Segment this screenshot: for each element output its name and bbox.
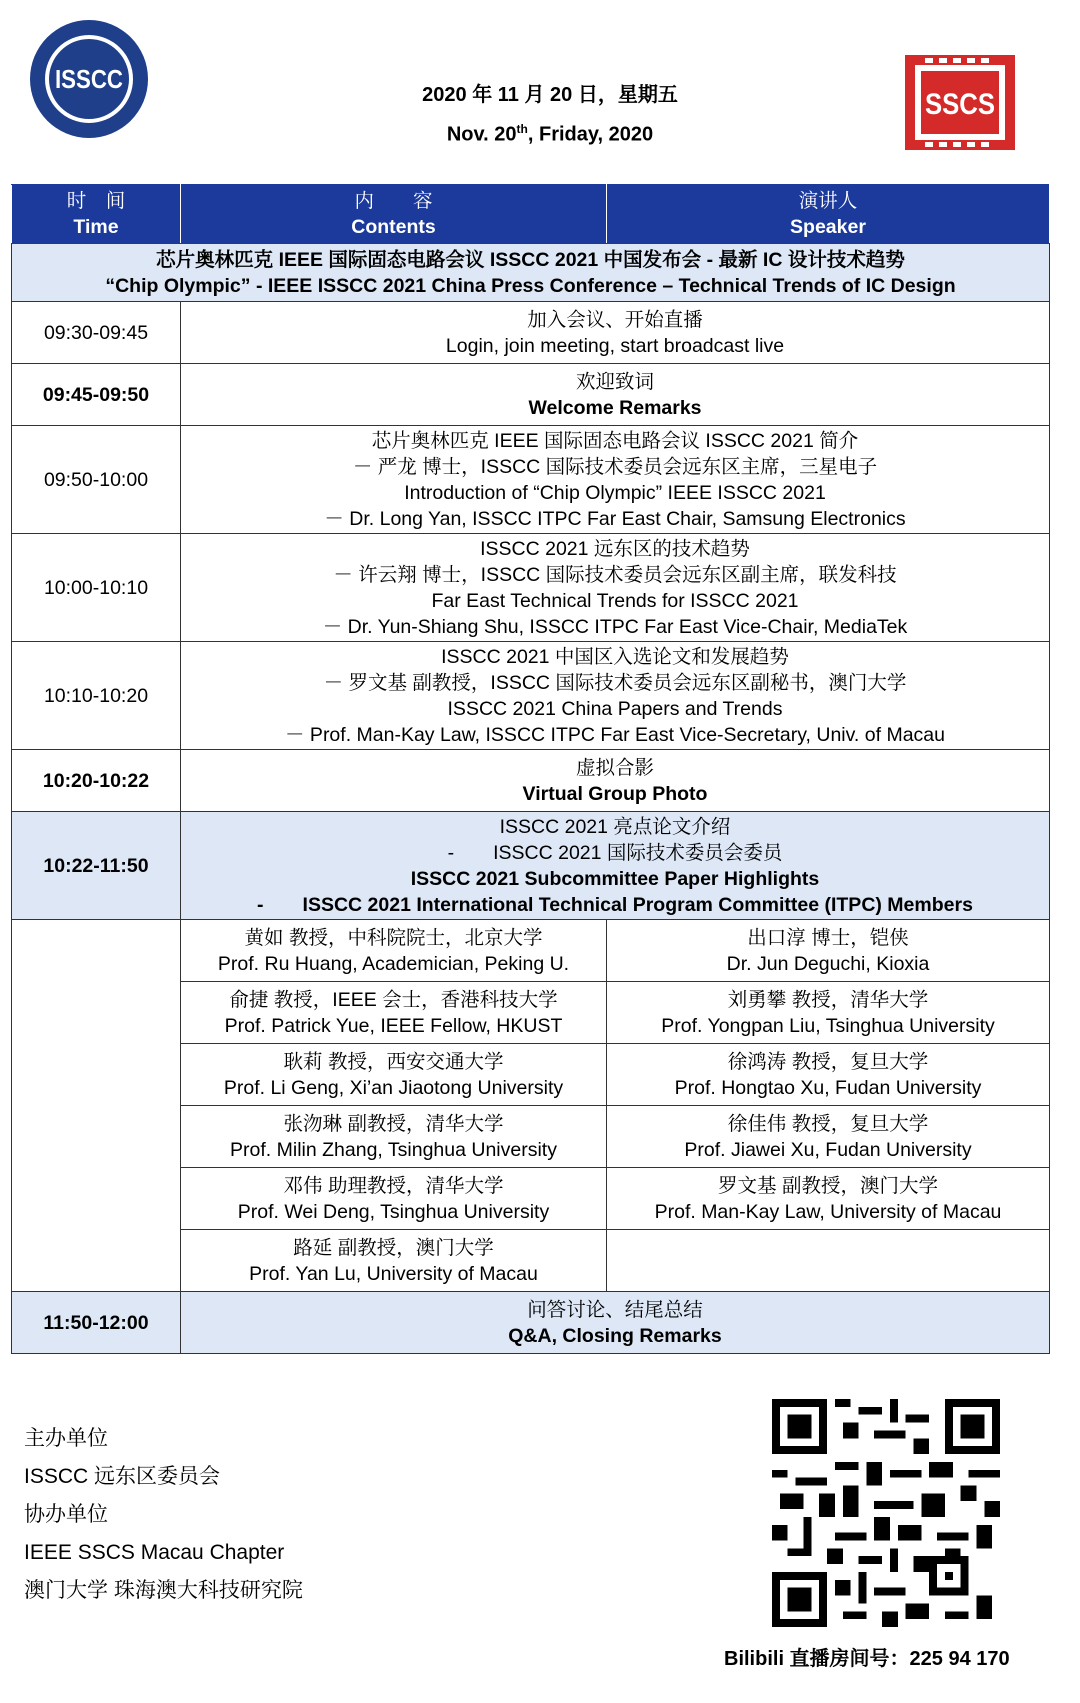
row-content: 欢迎致词 Welcome Remarks bbox=[181, 364, 1050, 426]
date-block bbox=[0, 78, 1080, 152]
row-content: ISSCC 2021 远东区的技术趋势 － 许云翔 博士，ISSCC 国际技术委员会远东区副主席，联发科技 Far East Technical Trends for ISSCC 2021 － Dr. Yun-Shiang Shu, ISSCC ITPC Far East Vice-Chair, MediaTek bbox=[181, 534, 1050, 642]
row-content: 虚拟合影 Virtual Group Photo bbox=[181, 750, 1050, 812]
member-cell: 耿莉 教授，西安交通大学 Prof. Li Geng, Xi’an Jiaotong University bbox=[181, 1044, 607, 1106]
member-cell: 张沕琳 副教授，清华大学 Prof. Milin Zhang, Tsinghua University bbox=[181, 1106, 607, 1168]
member-cell: 出口淳 博士，铠侠 Dr. Jun Deguchi, Kioxia bbox=[607, 920, 1050, 982]
member-row bbox=[12, 920, 1050, 982]
qr-code[interactable] bbox=[772, 1399, 1000, 1627]
co-organizer-label: 协办单位 bbox=[24, 1503, 108, 1526]
member-cell: 路延 副教授，澳门大学 Prof. Yan Lu, University of Macau bbox=[181, 1230, 607, 1292]
table-row bbox=[12, 1292, 1050, 1354]
banner-cell: 芯片奥林匹克 IEEE 国际固态电路会议 ISSCC 2021 中国发布会 - 最新 IC 设计技术趋势 “Chip Olympic” - IEEE ISSCC 2021 China Press Conference – Technical Trends of IC Design bbox=[12, 244, 1050, 302]
row-content: 芯片奥林匹克 IEEE 国际固态电路会议 ISSCC 2021 简介 － 严龙 博士，ISSCC 国际技术委员会远东区主席，三星电子 Introduction of “Chip Olympic” IEEE ISSCC 2021 － Dr. Long Yan, ISSCC ITPC Far East Chair, Samsung Electronics bbox=[181, 426, 1050, 534]
members-time-cell bbox=[12, 920, 181, 1292]
member-cell: 黄如 教授，中科院院士，北京大学 Prof. Ru Huang, Academician, Peking U. bbox=[181, 920, 607, 982]
table-row bbox=[12, 364, 1050, 426]
host-name: ISSCC 远东区委员会 bbox=[24, 1465, 221, 1488]
row-content: 加入会议、开始直播 Login, join meeting, start broadcast live bbox=[181, 302, 1050, 364]
table-header-row bbox=[12, 185, 1050, 244]
sscs-logo-text: SSCS bbox=[925, 88, 995, 121]
table-row bbox=[12, 534, 1050, 642]
schedule-table bbox=[11, 184, 1050, 1354]
bilibili-room-number: Bilibili 直播房间号：225 94 170 bbox=[724, 1648, 1010, 1670]
isscc-logo-text: ISSCC bbox=[55, 64, 124, 94]
co-organizer-2: 澳门大学 珠海澳大科技研究院 bbox=[24, 1579, 303, 1602]
member-cell: 徐鸿涛 教授，复旦大学 Prof. Hongtao Xu, Fudan University bbox=[607, 1044, 1050, 1106]
row-content: ISSCC 2021 亮点论文介绍 - ISSCC 2021 国际技术委员会委员 ISSCC 2021 Subcommittee Paper Highlights - ISSCC 2021 International Technical Program Committee (ITPC) Members bbox=[181, 812, 1050, 920]
row-time: 10:22-11:50 bbox=[12, 812, 181, 920]
member-cell: 刘勇攀 教授，清华大学 Prof. Yongpan Liu, Tsinghua University bbox=[607, 982, 1050, 1044]
row-time: 10:10-10:20 bbox=[12, 642, 181, 750]
row-time: 09:50-10:00 bbox=[12, 426, 181, 534]
row-time: 10:00-10:10 bbox=[12, 534, 181, 642]
row-content: 问答讨论、结尾总结 Q&A, Closing Remarks bbox=[181, 1292, 1050, 1354]
date-en: Nov. 20th, Friday, 2020 bbox=[446, 122, 654, 146]
row-time: 10:20-10:22 bbox=[12, 750, 181, 812]
header-speaker: 演讲人 Speaker bbox=[607, 185, 1050, 244]
table-row bbox=[12, 750, 1050, 812]
date-zh: 2020 年 11 月 20 日，星期五 bbox=[422, 84, 678, 106]
header-contents: 内 容 Contents bbox=[181, 185, 607, 244]
table-row bbox=[12, 642, 1050, 750]
member-cell: 邓伟 助理教授，清华大学 Prof. Wei Deng, Tsinghua University bbox=[181, 1168, 607, 1230]
co-organizer-1: IEEE SSCS Macau Chapter bbox=[24, 1541, 285, 1564]
row-content: ISSCC 2021 中国区入选论文和发展趋势 － 罗文基 副教授，ISSCC 国际技术委员会远东区副秘书，澳门大学 ISSCC 2021 China Papers and Trends － Prof. Man-Kay Law, ISSCC ITPC Far East Vice-Secretary, Univ. of Macau bbox=[181, 642, 1050, 750]
table-row bbox=[12, 302, 1050, 364]
host-label: 主办单位 bbox=[24, 1427, 108, 1450]
table-row bbox=[12, 426, 1050, 534]
member-cell-empty bbox=[607, 1230, 1050, 1292]
member-cell: 俞捷 教授，IEEE 会士，香港科技大学 Prof. Patrick Yue, IEEE Fellow, HKUST bbox=[181, 982, 607, 1044]
header-time: 时 间 Time bbox=[12, 185, 181, 244]
banner-row bbox=[12, 244, 1050, 302]
member-cell: 罗文基 副教授，澳门大学 Prof. Man-Kay Law, University of Macau bbox=[607, 1168, 1050, 1230]
table-row bbox=[12, 812, 1050, 920]
row-time: 11:50-12:00 bbox=[12, 1292, 181, 1354]
organizers bbox=[24, 1420, 303, 1610]
member-cell: 徐佳伟 教授，复旦大学 Prof. Jiawei Xu, Fudan University bbox=[607, 1106, 1050, 1168]
row-time: 09:45-09:50 bbox=[12, 364, 181, 426]
row-time: 09:30-09:45 bbox=[12, 302, 181, 364]
